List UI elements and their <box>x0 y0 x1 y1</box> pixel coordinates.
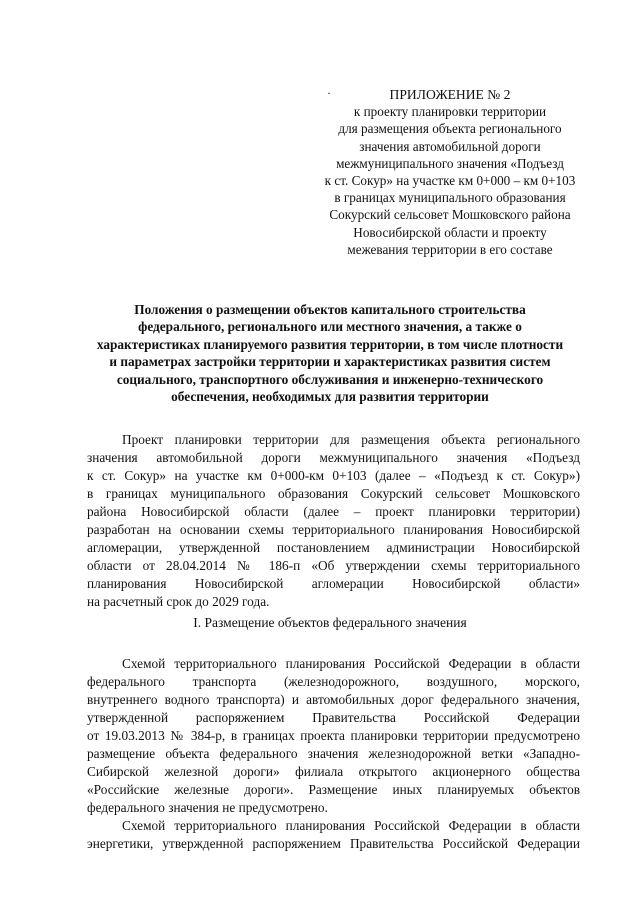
appendix-line: межевания территории в его составе <box>347 241 553 257</box>
title-line: характеристиках планируемого развития территории, в том числе плотности <box>96 336 564 352</box>
paragraph-line: Схемой территориального планирования Российской Федерации в области <box>122 656 580 671</box>
paragraph-line: Схемой территориального планирования Российской Федерации в области <box>122 818 580 833</box>
paragraph-line: от 19.03.2013 № 384-р, в границах проекта планировки территории предусмотрено <box>87 728 580 743</box>
paragraph-line: в границах муниципального образования Сокурский сельсовет Мошковского <box>87 486 580 501</box>
paragraph-line: федерального транспорта (железнодорожного, воздушного, морского, <box>87 674 580 689</box>
appendix-line: Сокурский сельсовет Мошковского района <box>329 207 571 223</box>
paragraph-line: области от 28.04.2014 № 186-п «Об утверждении схемы территориального <box>87 558 580 573</box>
appendix-line: значения автомобильной дороги <box>359 138 541 154</box>
document-title <box>80 301 580 405</box>
paragraph-line: утвержденной распоряжением Правительства Российской Федерации <box>87 710 580 725</box>
appendix-line: к проекту планировки территории <box>353 104 547 120</box>
appendix-line: в границах муниципального образования <box>334 190 566 206</box>
paragraph-line: энергетики, утвержденной распоряжением Правительства Российской Федерации <box>87 836 580 851</box>
appendix-line: к ст. Сокур» на участке км 0+000 – км 0+103 <box>324 173 576 189</box>
paragraph-line: агломерации, утвержденной постановлением администрации Новосибирской <box>87 540 580 555</box>
paragraph-line: внутреннего водного транспорта) и автомобильных дорог федерального значения, <box>87 692 580 707</box>
paragraph-line: Сибирской железной дороги» филиала открытого акционерного общества <box>87 764 580 779</box>
paragraph-line: значения автомобильной дороги межмуниципального значения «Подъезд <box>87 450 580 465</box>
paragraph-line: Проект планировки территории для размещения объекта регионального <box>122 432 580 447</box>
scan-mark: · <box>327 86 331 100</box>
paragraph-line: планирования Новосибирской агломерации Новосибирской области» <box>87 576 580 591</box>
appendix-line: межмуниципального значения «Подъезд <box>336 155 564 171</box>
paragraph-line: района Новосибирской области (далее – проект планировки территории) <box>87 504 580 519</box>
section-heading: I. Размещение объектов федерального значения <box>193 615 467 630</box>
paragraph-line: на расчетный срок до 2029 года. <box>87 594 270 609</box>
appendix-line: Новосибирской области и проекту <box>353 224 547 240</box>
paragraph-line: федерального значения не предусмотрено. <box>87 800 328 815</box>
appendix-line: для размещения объекта регионального <box>338 121 562 137</box>
paragraph-line: «Российские железные дороги». Размещение иных планируемых объектов <box>87 782 580 797</box>
paragraph-line: к ст. Сокур» на участке км 0+000-км 0+103 (далее – «Подъезд к ст. Сокур») <box>87 468 580 483</box>
title-line: федерального, регионального или местного значения, а также о <box>138 319 522 335</box>
paragraph-line: разработан на основании схемы территориального планирования Новосибирской <box>87 522 580 537</box>
paragraph-line: размещение объекта федерального значения железнодорожной ветки «Западно- <box>87 746 580 761</box>
title-line: и параметрах застройки территории и характеристиках развития систем <box>109 354 551 370</box>
appendix-heading: ПРИЛОЖЕНИЕ № 2 <box>389 87 511 102</box>
title-line: Положения о размещении объектов капитального строительства <box>134 302 526 317</box>
title-line: обеспечения, необходимых для развития территории <box>171 389 489 405</box>
title-line: социального, транспортного обслуживания и инженерно-технического <box>116 371 544 387</box>
appendix-block <box>300 86 600 258</box>
